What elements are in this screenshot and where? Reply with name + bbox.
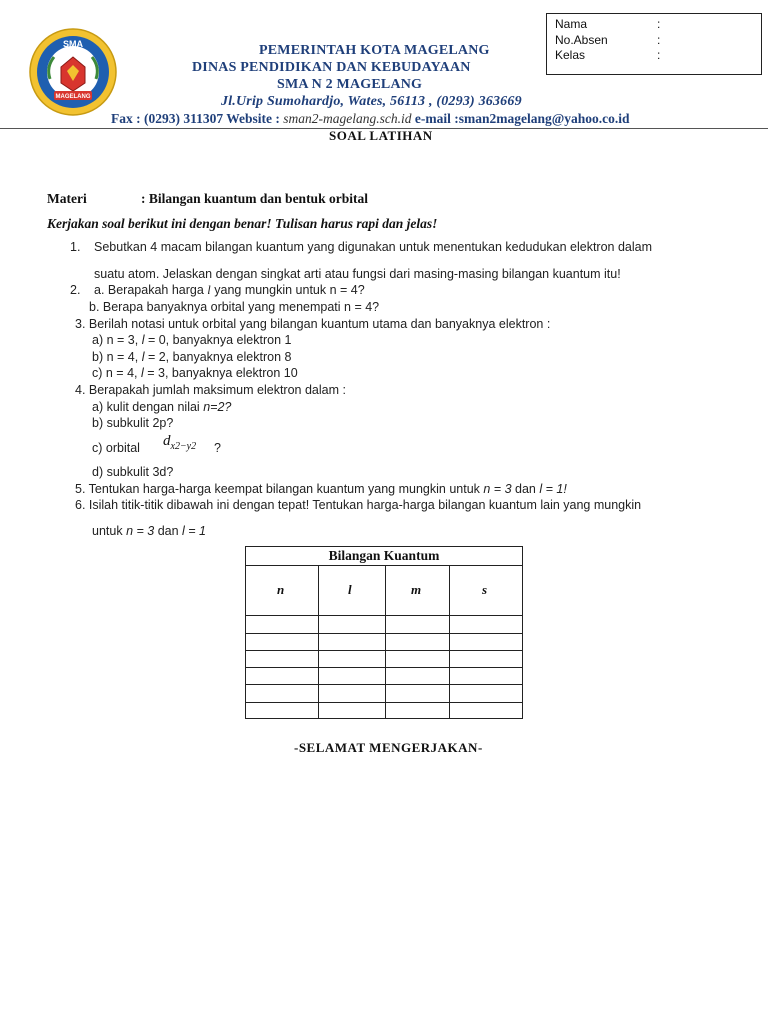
closing-text: -SELAMAT MENGERJAKAN- bbox=[294, 740, 483, 755]
header-email: sman2magelang@yahoo.co.id bbox=[458, 111, 630, 126]
question-4b: b) subkulit 2p? bbox=[92, 416, 174, 430]
question-3a-post: = 0, banyaknya elektron 1 bbox=[144, 333, 292, 347]
header-government: PEMERINTAH KOTA MAGELANG bbox=[259, 43, 490, 58]
header-contact bbox=[111, 111, 630, 127]
question-3: 3. Berilah notasi untuk orbital yang bilangan kuantum utama dan banyaknya elektron : bbox=[75, 317, 551, 331]
table-column-divider bbox=[318, 565, 319, 719]
question-3b-post: = 2, banyaknya elektron 8 bbox=[144, 350, 292, 364]
question-6-line1: 6. Isilah titik-titik dibawah ini dengan tepat! Tentukan harga-harga bilangan kuantum lain yang mungkin bbox=[75, 498, 642, 512]
question-6-l: l = 1 bbox=[182, 524, 207, 538]
question-2b: b. Berapa banyaknya orbital yang menempati n = 4? bbox=[89, 300, 380, 314]
question-1-number: 1. bbox=[70, 240, 81, 254]
identity-label: No.Absen bbox=[555, 33, 608, 47]
page-title: SOAL LATIHAN bbox=[329, 128, 433, 143]
column-header-m: m bbox=[411, 582, 422, 597]
header-department: DINAS PENDIDIKAN DAN KEBUDAYAAN bbox=[192, 60, 471, 75]
column-header-l: l bbox=[348, 582, 352, 597]
question-2a-post: yang mungkin untuk n = 4? bbox=[210, 283, 365, 297]
question-6-line2 bbox=[92, 524, 206, 538]
question-1-line1: Sebutkan 4 macam bilangan kuantum yang digunakan untuk menentukan kedudukan elektron dalam bbox=[94, 240, 653, 254]
identity-colon: : bbox=[657, 33, 661, 47]
table-column-divider bbox=[449, 565, 450, 719]
table-row bbox=[246, 615, 522, 616]
question-2-number: 2. bbox=[70, 283, 81, 297]
question-6-n: n = 3 bbox=[126, 524, 155, 538]
identity-row-absen bbox=[555, 33, 661, 48]
student-identity-box bbox=[546, 13, 762, 75]
identity-label: Kelas bbox=[555, 48, 586, 62]
question-5-n: n = 3 bbox=[483, 482, 512, 496]
question-3a bbox=[92, 333, 291, 347]
variable-l: l bbox=[140, 366, 144, 380]
question-5-l: l = 1! bbox=[539, 482, 567, 496]
column-header-s: s bbox=[482, 582, 488, 597]
identity-row-name bbox=[555, 17, 661, 32]
question-4a-var: n=2? bbox=[203, 400, 232, 414]
question-5-mid: dan bbox=[511, 482, 540, 496]
table-row bbox=[246, 684, 522, 685]
question-4a bbox=[92, 400, 231, 414]
table-divider bbox=[246, 565, 522, 566]
question-4: 4. Berapakah jumlah maksimum elektron dalam : bbox=[75, 383, 346, 397]
question-3b bbox=[92, 350, 291, 364]
instruction: Kerjakan soal berikut ini dengan benar! Tulisan harus rapi dan jelas! bbox=[47, 216, 438, 231]
header-school: SMA N 2 MAGELANG bbox=[277, 77, 423, 92]
variable-l: l bbox=[207, 283, 211, 297]
quantum-number-table bbox=[245, 546, 523, 719]
orbital-subscript: x2−y2 bbox=[170, 441, 197, 452]
column-header-n: n bbox=[277, 582, 285, 597]
orbital-notation bbox=[163, 432, 196, 450]
materi-value: : Bilangan kuantum dan bentuk orbital bbox=[141, 191, 368, 206]
variable-l: l bbox=[141, 333, 145, 347]
question-2a bbox=[94, 283, 365, 298]
question-4c-label: c) orbital bbox=[92, 441, 140, 455]
table-row bbox=[246, 650, 522, 651]
table-row bbox=[246, 667, 522, 668]
question-3c-post: = 3, banyaknya elektron 10 bbox=[143, 366, 298, 380]
question-6-pre: untuk bbox=[92, 524, 127, 538]
header-fax-label: Fax : (0293) 311307 Website : bbox=[111, 111, 284, 126]
identity-colon: : bbox=[657, 48, 661, 62]
table-row bbox=[246, 702, 522, 703]
question-4a-pre: a) kulit dengan nilai bbox=[92, 400, 204, 414]
logo-bottom-text: MAGELANG bbox=[55, 94, 91, 100]
identity-label: Nama bbox=[555, 17, 588, 31]
question-3c bbox=[92, 366, 298, 380]
materi-label: Materi bbox=[47, 191, 87, 206]
question-5 bbox=[75, 482, 567, 496]
identity-row-class bbox=[555, 48, 661, 63]
question-1-line2: suatu atom. Jelaskan dengan singkat arti atau fungsi dari masing-masing bilangan kuantum itu! bbox=[94, 267, 621, 281]
table-title: Bilangan Kuantum bbox=[328, 548, 440, 563]
question-3a-pre: a) n = 3, bbox=[92, 333, 142, 347]
question-4d: d) subkulit 3d? bbox=[92, 465, 174, 479]
header-website: sman2-magelang.sch.id bbox=[283, 111, 412, 126]
variable-l: l bbox=[141, 350, 145, 364]
logo-top-text: SMA bbox=[63, 39, 83, 49]
header-address: Jl.Urip Sumohardjo, Wates, 56113 , (0293) 363669 bbox=[221, 94, 522, 109]
table-column-divider bbox=[385, 565, 386, 719]
table-row bbox=[246, 633, 522, 634]
question-3b-pre: b) n = 4, bbox=[92, 350, 142, 364]
orbital-d: d bbox=[163, 433, 171, 449]
school-logo bbox=[28, 27, 118, 117]
identity-colon: : bbox=[657, 17, 661, 31]
question-4c-mark: ? bbox=[214, 441, 221, 455]
question-5-pre: 5. Tentukan harga-harga keempat bilangan kuantum yang mungkin untuk bbox=[75, 482, 484, 496]
question-6-mid: dan bbox=[154, 524, 183, 538]
question-2a-pre: a. Berapakah harga bbox=[94, 283, 208, 297]
header-email-label: e-mail : bbox=[411, 111, 459, 126]
question-3c-pre: c) n = 4, bbox=[92, 366, 141, 380]
